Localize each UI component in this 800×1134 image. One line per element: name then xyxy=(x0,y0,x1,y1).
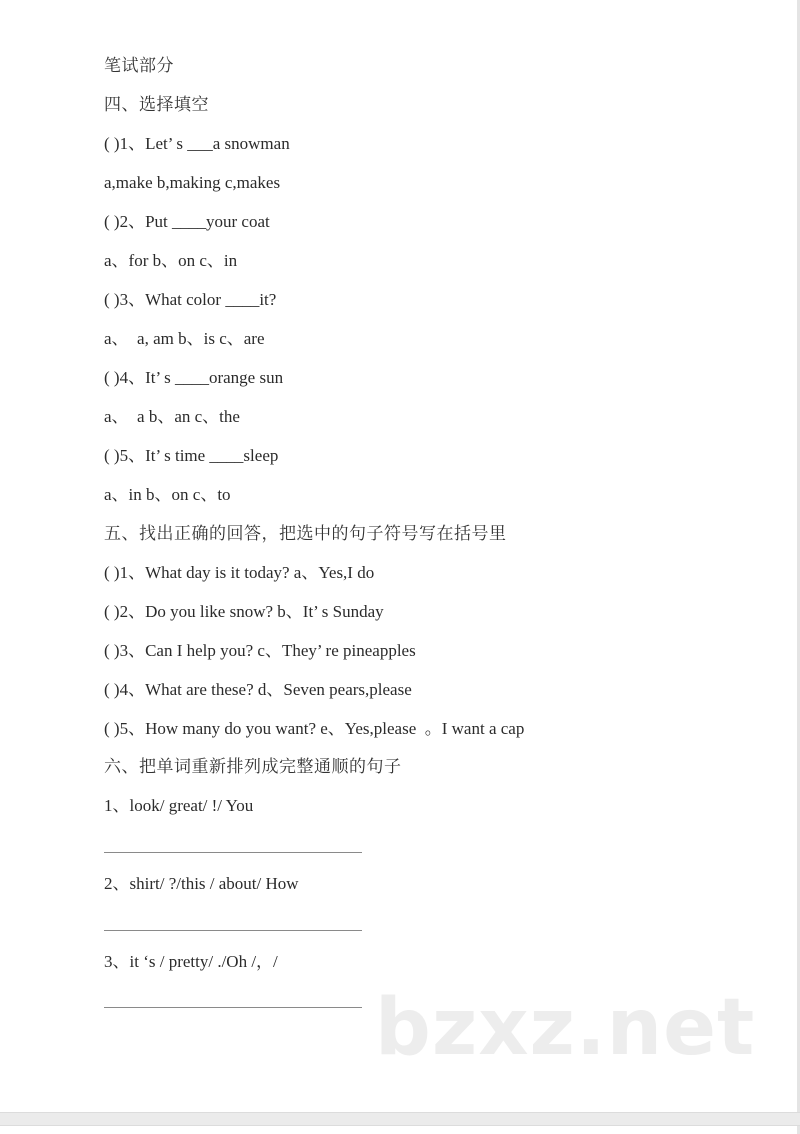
section-5-item-1: ( )1、What day is it today? a、Yes,I do xyxy=(104,563,375,582)
section-4-heading: 四、选择填空 xyxy=(104,95,209,115)
section-4-question-3: ( )3、What color ____it? xyxy=(104,290,277,309)
section-6-item-2: 2、shirt/ ?/this / about/ How xyxy=(104,874,299,893)
watermark: bzxz.net xyxy=(375,983,756,1073)
page-separator xyxy=(0,1112,800,1126)
section-4-question-4: ( )4、It’ s ____orange sun xyxy=(104,368,284,387)
next-page-top xyxy=(0,1126,800,1134)
section-4-options-4: a、 a b、an c、the xyxy=(104,407,240,426)
section-6-item-1: 1、look/ great/ !/ You xyxy=(104,796,254,815)
section-5-item-4: ( )4、What are these? d、Seven pears,please xyxy=(104,680,412,699)
answer-line-2 xyxy=(104,930,362,931)
section-5-item-5: ( )5、How many do you want? e、Yes,please 。I want a cap xyxy=(104,719,525,738)
section-4-options-3: a、 a, am b、is c、are xyxy=(104,329,265,348)
document-title: 笔试部分 xyxy=(104,56,174,76)
section-6-heading: 六、把单词重新排列成完整通顺的句子 xyxy=(104,757,402,777)
section-4-options-1: a,make b,making c,makes xyxy=(104,173,281,192)
section-4-options-5: a、in b、on c、to xyxy=(104,485,231,504)
answer-line-3 xyxy=(104,1007,362,1008)
section-6-item-3: 3、it ‘s / pretty/ ./Oh /，/ xyxy=(104,952,278,971)
answer-line-1 xyxy=(104,852,362,853)
section-4-question-5: ( )5、It’ s time ____sleep xyxy=(104,446,279,465)
section-5-item-3: ( )3、Can I help you? c、They’ re pineapples xyxy=(104,641,416,660)
section-5-heading: 五、找出正确的回答，把选中的句子符号写在括号里 xyxy=(104,524,507,544)
section-4-question-1: ( )1、Let’ s ___a snowman xyxy=(104,134,290,153)
section-4-question-2: ( )2、Put ____your coat xyxy=(104,212,270,231)
section-4-options-2: a、for b、on c、in xyxy=(104,251,238,270)
section-5-item-2: ( )2、Do you like snow? b、It’ s Sunday xyxy=(104,602,384,621)
